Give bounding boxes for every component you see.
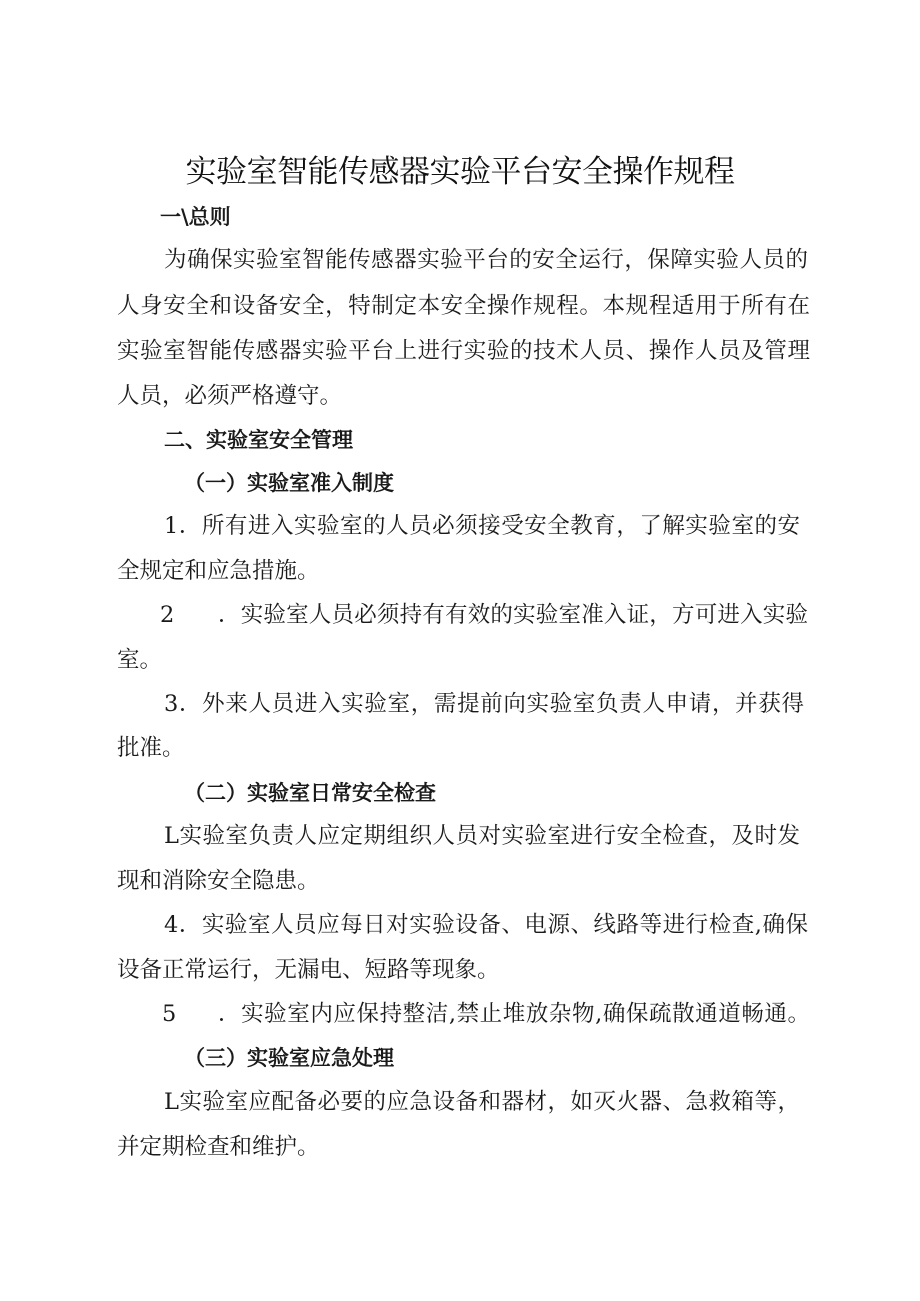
inspection-item-5-line-1: ．实验室内应保持整洁,禁止堆放杂物,确保疏散通道畅通。 xyxy=(218,1001,810,1027)
inspection-item-1-line-1: L实验室负责人应定期组织人员对实验室进行安全检查，及时发 xyxy=(164,823,800,849)
access-item-2-line-1: ．实验室人员必须持有有效的实验室准入证，方可进入实验 xyxy=(218,602,808,628)
emergency-item-1-line-2: 并定期检查和维护。 xyxy=(117,1134,320,1160)
access-item-3-line-2: 批准。 xyxy=(117,735,185,761)
inspection-item-4-line-1: 4．实验室人员应每日对实验设备、电源、线路等进行检查,确保 xyxy=(164,912,808,938)
access-item-1-line-2: 全规定和应急措施。 xyxy=(117,558,320,584)
subsection-inspection-heading: （二）实验室日常安全检查 xyxy=(184,781,436,805)
access-item-2-line-2: 室。 xyxy=(117,647,163,673)
document-title: 实验室智能传感器实验平台安全操作规程 xyxy=(185,154,735,190)
emergency-item-1-line-1: L实验室应配备必要的应急设备和器材，如灭火器、急救箱等， xyxy=(164,1089,800,1115)
general-paragraph-line-1: 为确保实验室智能传感器实验平台的安全运行，保障实验人员的 xyxy=(164,247,808,273)
subsection-emergency-heading: （三）实验室应急处理 xyxy=(184,1046,394,1070)
access-item-2-number: 2 xyxy=(160,602,175,628)
section-general-heading: 一\总则 xyxy=(160,205,231,229)
section-management-heading: 二、实验室安全管理 xyxy=(164,428,353,452)
access-item-3-line-1: 3．外来人员进入实验室，需提前向实验室负责人申请，并获得 xyxy=(164,691,804,717)
subsection-access-heading: （一）实验室准入制度 xyxy=(184,471,394,495)
inspection-item-4-line-2: 设备正常运行，无漏电、短路等现象。 xyxy=(117,957,500,983)
inspection-item-1-line-2: 现和消除安全隐患。 xyxy=(117,868,320,894)
general-paragraph-line-2: 人身安全和设备安全，特制定本安全操作规程。本规程适用于所有在 xyxy=(117,293,810,319)
inspection-item-5-number: 5 xyxy=(162,1001,177,1027)
access-item-1-line-1: 1．所有进入实验室的人员必须接受安全教育，了解实验室的安 xyxy=(164,513,800,539)
general-paragraph-line-3: 实验室智能传感器实验平台上进行实验的技术人员、操作人员及管理 xyxy=(117,338,810,364)
general-paragraph-line-4: 人员，必须严格遵守。 xyxy=(117,383,343,409)
